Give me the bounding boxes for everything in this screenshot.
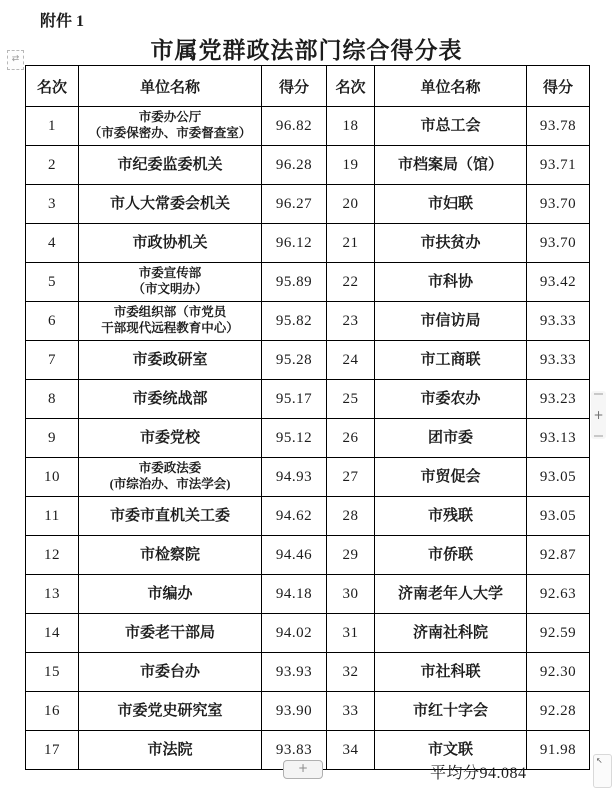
header-score-left: 得分: [262, 66, 327, 107]
table-row: [26, 380, 590, 419]
header-rank-left: 名次: [26, 66, 79, 107]
table-row: [26, 536, 590, 575]
cell-unit-right: 市档案局（馆）: [375, 146, 527, 185]
cell-unit-right: 市委农办: [375, 380, 527, 419]
cell-score-right: 93.33: [527, 341, 590, 380]
table-row: [26, 458, 590, 497]
table-row: [26, 263, 590, 302]
cell-score-left: 96.12: [262, 224, 327, 263]
cell-rank-left: 10: [26, 458, 79, 497]
cell-unit-right: 市贸促会: [375, 458, 527, 497]
cell-unit-left: 市委政法委 (市综治办、市法学会): [79, 458, 262, 497]
cell-unit-left: 市委市直机关工委: [79, 497, 262, 536]
cell-rank-left: 11: [26, 497, 79, 536]
cell-score-right: 92.30: [527, 653, 590, 692]
cell-score-left: 95.82: [262, 302, 327, 341]
cell-unit-right: 济南老年人大学: [375, 575, 527, 614]
score-table-header: [26, 66, 590, 107]
cell-rank-left: 15: [26, 653, 79, 692]
cell-score-right: 92.28: [527, 692, 590, 731]
score-table-body: [26, 107, 590, 770]
table-row: [26, 575, 590, 614]
cell-unit-right: 市扶贫办: [375, 224, 527, 263]
cell-rank-left: 4: [26, 224, 79, 263]
header-unit-left: 单位名称: [79, 66, 262, 107]
header-row: [26, 66, 590, 107]
table-row: [26, 653, 590, 692]
cell-unit-left: 市委统战部: [79, 380, 262, 419]
table-row: [26, 302, 590, 341]
cell-rank-left: 16: [26, 692, 79, 731]
cell-score-left: 96.27: [262, 185, 327, 224]
cell-rank-left: 14: [26, 614, 79, 653]
cell-score-left: 95.28: [262, 341, 327, 380]
cell-score-left: 95.12: [262, 419, 327, 458]
cell-rank-left: 2: [26, 146, 79, 185]
cell-rank-right: 23: [327, 302, 375, 341]
cell-score-right: 93.42: [527, 263, 590, 302]
cell-rank-right: 29: [327, 536, 375, 575]
cell-score-right: 93.70: [527, 185, 590, 224]
cell-rank-right: 21: [327, 224, 375, 263]
cell-rank-left: 6: [26, 302, 79, 341]
cell-rank-right: 28: [327, 497, 375, 536]
cell-rank-left: 3: [26, 185, 79, 224]
cell-unit-left: 市政协机关: [79, 224, 262, 263]
cell-score-left: 94.18: [262, 575, 327, 614]
cell-unit-right: 济南社科院: [375, 614, 527, 653]
cell-rank-left: 8: [26, 380, 79, 419]
cell-unit-left: 市委办公厅 （市委保密办、市委督查室）: [79, 107, 262, 146]
plus-icon: +: [297, 761, 309, 775]
diagonal-arrow-icon: ↖: [596, 756, 603, 765]
header-rank-right: 名次: [327, 66, 375, 107]
cell-rank-right: 24: [327, 341, 375, 380]
cell-rank-right: 22: [327, 263, 375, 302]
cell-unit-right: 市文联: [375, 731, 527, 770]
table-row: [26, 419, 590, 458]
cell-unit-left: 市委老干部局: [79, 614, 262, 653]
table-row: [26, 614, 590, 653]
table-row: [26, 146, 590, 185]
cell-score-left: 94.62: [262, 497, 327, 536]
move-crosshair-icon: ⇄: [11, 54, 20, 64]
dash-icon: [594, 393, 603, 395]
cell-score-right: 93.23: [527, 380, 590, 419]
cell-score-left: 94.02: [262, 614, 327, 653]
cell-unit-right: 市科协: [375, 263, 527, 302]
side-scroll-control[interactable]: [591, 391, 606, 439]
table-row: [26, 341, 590, 380]
cell-score-left: 93.90: [262, 692, 327, 731]
cell-unit-left: 市检察院: [79, 536, 262, 575]
cell-rank-right: 25: [327, 380, 375, 419]
table-row: [26, 185, 590, 224]
cell-unit-left: 市委政研室: [79, 341, 262, 380]
cell-score-left: 96.28: [262, 146, 327, 185]
cell-rank-right: 26: [327, 419, 375, 458]
cell-score-left: 94.46: [262, 536, 327, 575]
cell-score-right: 93.70: [527, 224, 590, 263]
cell-unit-left: 市委宣传部 （市文明办）: [79, 263, 262, 302]
average-score-note: 平均分94.084: [430, 765, 527, 782]
cell-rank-left: 12: [26, 536, 79, 575]
cell-unit-right: 市总工会: [375, 107, 527, 146]
dash-icon: [594, 435, 603, 437]
cell-unit-right: 市残联: [375, 497, 527, 536]
page-title: 市属党群政法部门综合得分表: [150, 38, 463, 63]
cell-rank-left: 1: [26, 107, 79, 146]
cell-rank-left: 17: [26, 731, 79, 770]
table-row: [26, 692, 590, 731]
cell-rank-right: 33: [327, 692, 375, 731]
cell-unit-left: 市委党史研究室: [79, 692, 262, 731]
cell-rank-right: 30: [327, 575, 375, 614]
table-row: [26, 497, 590, 536]
cell-rank-right: 19: [327, 146, 375, 185]
header-unit-right: 单位名称: [375, 66, 527, 107]
table-row: [26, 224, 590, 263]
cell-score-right: 93.13: [527, 419, 590, 458]
cell-rank-left: 9: [26, 419, 79, 458]
cell-rank-right: 18: [327, 107, 375, 146]
table-row: [26, 107, 590, 146]
table-move-handle[interactable]: [7, 50, 24, 70]
cell-rank-right: 31: [327, 614, 375, 653]
header-score-right: 得分: [527, 66, 590, 107]
cell-rank-right: 20: [327, 185, 375, 224]
table-resize-handle[interactable]: [593, 754, 612, 788]
cell-score-right: 93.71: [527, 146, 590, 185]
cell-score-right: 93.33: [527, 302, 590, 341]
cell-unit-right: 市工商联: [375, 341, 527, 380]
attachment-label: 附件 1: [40, 13, 85, 30]
cell-unit-left: 市法院: [79, 731, 262, 770]
cell-rank-left: 5: [26, 263, 79, 302]
cell-score-right: 92.63: [527, 575, 590, 614]
cell-score-right: 93.05: [527, 458, 590, 497]
cell-score-left: 95.89: [262, 263, 327, 302]
insert-row-plus-button[interactable]: [283, 760, 323, 779]
cell-rank-right: 32: [327, 653, 375, 692]
cell-score-right: 93.05: [527, 497, 590, 536]
cell-score-left: 95.17: [262, 380, 327, 419]
cell-score-left: 94.93: [262, 458, 327, 497]
cell-unit-right: 市侨联: [375, 536, 527, 575]
cell-score-right: 92.87: [527, 536, 590, 575]
cell-unit-left: 市人大常委会机关: [79, 185, 262, 224]
cell-rank-right: 34: [327, 731, 375, 770]
cell-score-right: 92.59: [527, 614, 590, 653]
cell-unit-left: 市委台办: [79, 653, 262, 692]
cell-unit-right: 市红十字会: [375, 692, 527, 731]
cell-unit-left: 市委组织部（市党员 干部现代远程教育中心）: [79, 302, 262, 341]
cell-unit-right: 市妇联: [375, 185, 527, 224]
cell-unit-right: 市社科联: [375, 653, 527, 692]
cell-unit-left: 市委党校: [79, 419, 262, 458]
cell-score-right: 93.78: [527, 107, 590, 146]
plus-icon: +: [593, 408, 604, 422]
cell-score-left: 96.82: [262, 107, 327, 146]
cell-rank-left: 13: [26, 575, 79, 614]
cell-unit-right: 团市委: [375, 419, 527, 458]
cell-unit-right: 市信访局: [375, 302, 527, 341]
cell-rank-right: 27: [327, 458, 375, 497]
score-table: [25, 65, 590, 770]
cell-score-right: 91.98: [527, 731, 590, 770]
cell-rank-left: 7: [26, 341, 79, 380]
cell-unit-left: 市编办: [79, 575, 262, 614]
cell-score-left: 93.93: [262, 653, 327, 692]
cell-score-left: 93.83: [262, 731, 327, 770]
cell-unit-left: 市纪委监委机关: [79, 146, 262, 185]
